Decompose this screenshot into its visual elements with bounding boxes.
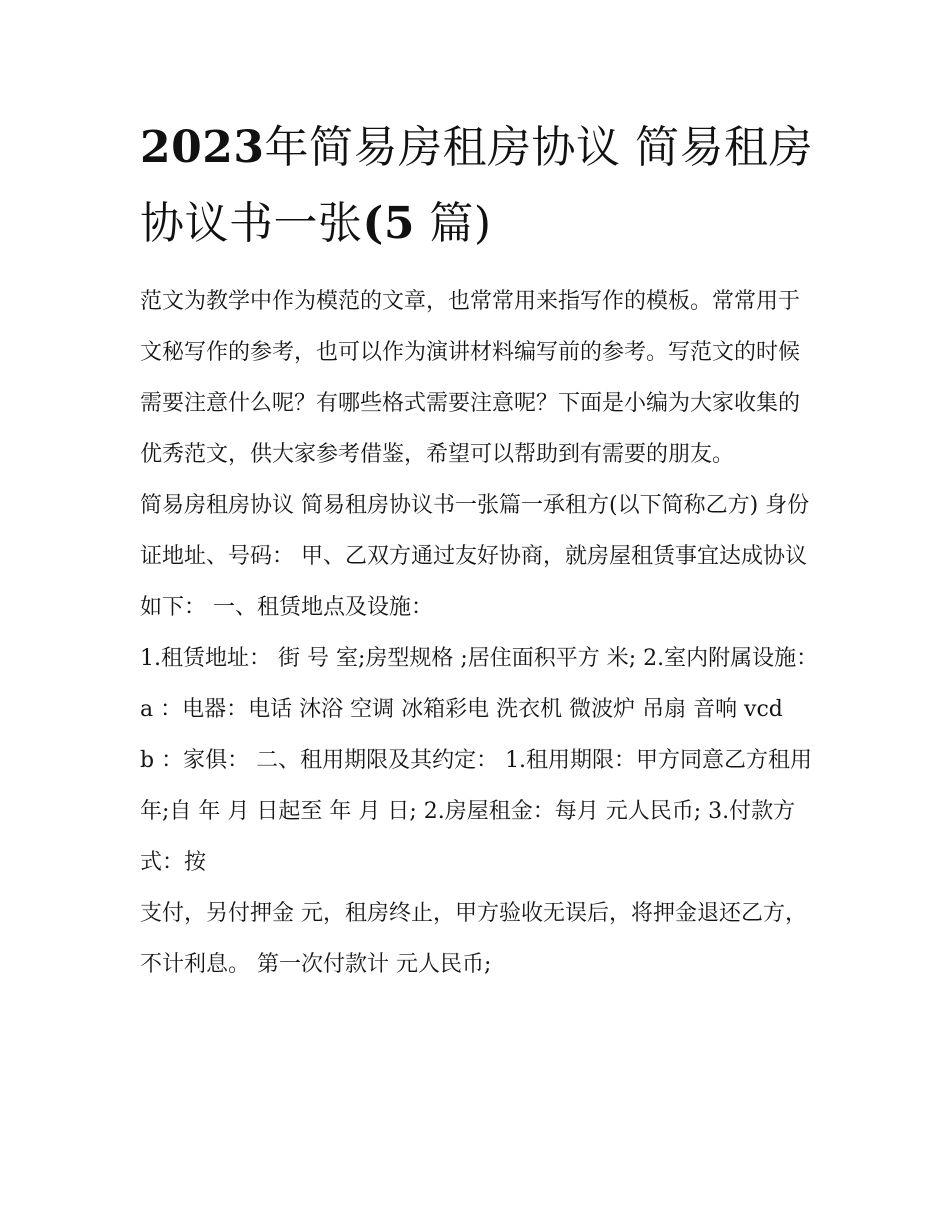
document-body (140, 276, 820, 990)
agreement-paragraph: 简易房租房协议 简易租房协议书一张篇一承租方(以下简称乙方) 身份证地址、号码： 甲、乙双方通过友好协商，就房屋租赁事宜达成协议如下： 一、租赁地点及设施： (140, 493, 810, 620)
payment-paragraph: 支付，另付押金 元，租房终止，甲方验收无误后，将押金退还乙方，不计利息。 第一次付款计 元人民币; (140, 901, 807, 977)
intro-paragraph: 范文为教学中作为模范的文章，也常常用来指写作的模板。常常用于文秘写作的参考，也可以作为演讲材料编写前的参考。写范文的时候需要注意什么呢？有哪些格式需要注意呢？下面是小编为大家收集的优秀范文，供大家参考借鉴，希望可以帮助到有需要的朋友。 (140, 289, 801, 467)
title-suffix: 篇) (414, 198, 492, 249)
title-main: 年简易房租房协议 简易租房协议书一张 (140, 122, 813, 249)
document-title (140, 110, 820, 262)
title-count: (5 (362, 198, 415, 249)
rental-term-paragraph: b ：家俱： 二、租用期限及其约定： 1.租用期限：甲方同意乙方租用 年;自 年 月 日起至 年 月 日; 2.房屋租金：每月 元人民币; 3.付款方式：按 (140, 748, 813, 875)
title-year: 2023 (140, 122, 265, 173)
rental-location-paragraph: 1.租赁地址： 街 号 室;房型规格 ;居住面积平方 米; 2.室内附属设施： a ：电器：电话 沐浴 空调 冰箱彩电 洗衣机 微波炉 吊扇 音响 vcd (140, 646, 819, 722)
